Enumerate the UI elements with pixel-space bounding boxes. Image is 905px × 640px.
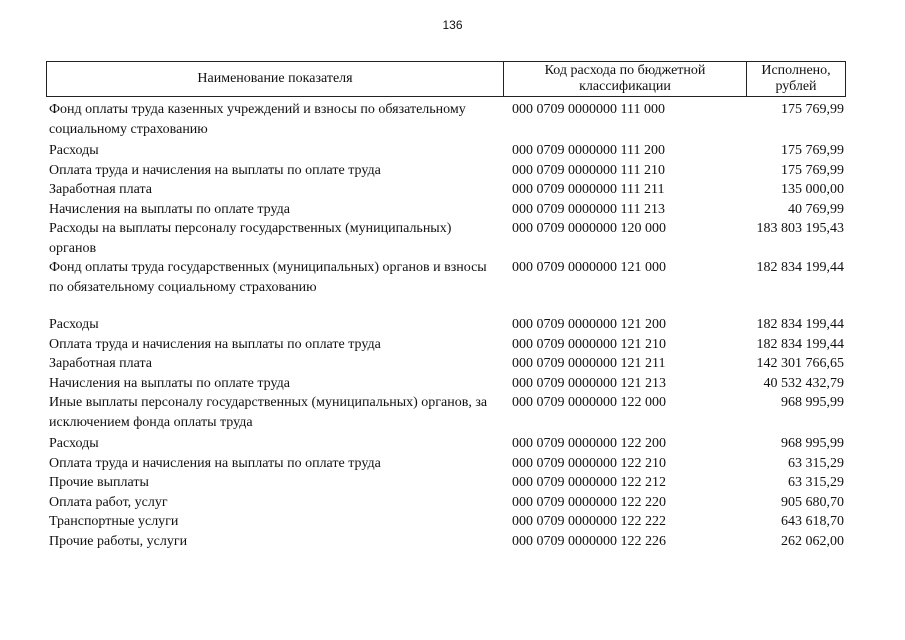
row-name: Прочие работы, услуги — [49, 533, 188, 549]
row-code: 000 0709 0000000 121 000 — [512, 260, 666, 275]
header-amount: Исполнено, рублей — [746, 62, 845, 96]
row-code: 000 0709 0000000 111 211 — [512, 182, 665, 197]
table-row — [46, 434, 846, 454]
row-name: Расходы — [49, 436, 99, 451]
row-amount: 905 680,70 — [781, 494, 844, 510]
row-code: 000 0709 0000000 122 226 — [512, 533, 666, 549]
row-amount: 968 995,99 — [781, 395, 844, 410]
row-amount: 63 315,29 — [788, 475, 844, 490]
table-row — [46, 180, 846, 200]
row-name: Оплата труда и начисления на выплаты по оплате труда — [49, 162, 381, 178]
row-code: 000 0709 0000000 111 000 — [512, 102, 665, 117]
table-row — [46, 219, 846, 258]
table-row — [46, 393, 846, 432]
table-row — [46, 141, 846, 161]
row-amount: 175 769,99 — [781, 143, 844, 158]
row-name: Прочие выплаты — [49, 475, 149, 490]
row-code: 000 0709 0000000 111 213 — [512, 201, 665, 217]
row-code: 000 0709 0000000 121 213 — [512, 375, 666, 391]
table-row — [46, 200, 846, 220]
table-row — [46, 258, 846, 297]
table-row — [46, 473, 846, 493]
row-code: 000 0709 0000000 122 200 — [512, 436, 666, 451]
row-code: 000 0709 0000000 120 000 — [512, 221, 666, 236]
page-number: 136 — [442, 18, 463, 32]
row-code: 000 0709 0000000 122 222 — [512, 514, 666, 529]
row-name: Фонд оплаты труда государственных (муниципальных) органов и взносы по обязательному социальному страхованию — [49, 260, 487, 295]
row-code: 000 0709 0000000 122 220 — [512, 494, 666, 510]
row-amount: 175 769,99 — [781, 162, 844, 178]
table-row — [46, 335, 846, 355]
row-name: Начисления на выплаты по оплате труда — [49, 201, 290, 217]
row-amount: 40 532 432,79 — [763, 375, 844, 391]
header-code: Код расхода по бюджетной классификации — [503, 62, 746, 96]
row-amount: 135 000,00 — [781, 182, 844, 197]
table-header — [46, 61, 846, 97]
row-amount: 40 769,99 — [788, 201, 844, 217]
row-code: 000 0709 0000000 121 210 — [512, 336, 666, 352]
table-body — [46, 100, 846, 551]
row-amount: 63 315,29 — [788, 455, 844, 471]
row-code: 000 0709 0000000 122 212 — [512, 475, 666, 490]
row-name: Иные выплаты персоналу государственных (муниципальных) органов, за исключением фонда оплаты труда — [49, 395, 488, 430]
row-name: Транспортные услуги — [49, 514, 179, 529]
row-name: Оплата труда и начисления на выплаты по оплате труда — [49, 336, 381, 352]
table-row — [46, 315, 846, 335]
row-code: 000 0709 0000000 121 211 — [512, 356, 666, 371]
row-amount: 643 618,70 — [781, 514, 844, 529]
row-code: 000 0709 0000000 111 210 — [512, 162, 665, 178]
table-row — [46, 512, 846, 532]
header-name: Наименование показателя — [197, 71, 353, 86]
row-name: Оплата труда и начисления на выплаты по оплате труда — [49, 455, 381, 471]
table-row — [46, 454, 846, 474]
row-amount: 175 769,99 — [781, 102, 844, 117]
row-name: Расходы — [49, 143, 99, 158]
row-name: Начисления на выплаты по оплате труда — [49, 375, 290, 391]
row-name: Заработная плата — [49, 356, 152, 371]
row-name: Расходы — [49, 317, 99, 332]
row-amount: 183 803 195,43 — [756, 221, 844, 236]
row-amount: 182 834 199,44 — [756, 336, 844, 352]
row-amount: 182 834 199,44 — [756, 317, 844, 332]
row-amount: 262 062,00 — [781, 533, 844, 549]
row-amount: 182 834 199,44 — [756, 260, 844, 275]
row-name: Фонд оплаты труда казенных учреждений и взносы по обязательному социальному страхованию — [49, 102, 466, 137]
row-name: Заработная плата — [49, 182, 152, 197]
table-row — [46, 100, 846, 139]
row-name: Расходы на выплаты персоналу государственных (муниципальных) органов — [49, 221, 452, 256]
row-code: 000 0709 0000000 111 200 — [512, 143, 665, 158]
row-code: 000 0709 0000000 121 200 — [512, 317, 666, 332]
row-code: 000 0709 0000000 122 210 — [512, 455, 666, 471]
row-amount: 968 995,99 — [781, 436, 844, 451]
table-row — [46, 532, 846, 552]
row-amount: 142 301 766,65 — [756, 356, 844, 371]
table-row — [46, 161, 846, 181]
table-row — [46, 493, 846, 513]
row-name: Оплата работ, услуг — [49, 494, 168, 510]
table-row — [46, 354, 846, 374]
row-code: 000 0709 0000000 122 000 — [512, 395, 666, 410]
table-row — [46, 374, 846, 394]
